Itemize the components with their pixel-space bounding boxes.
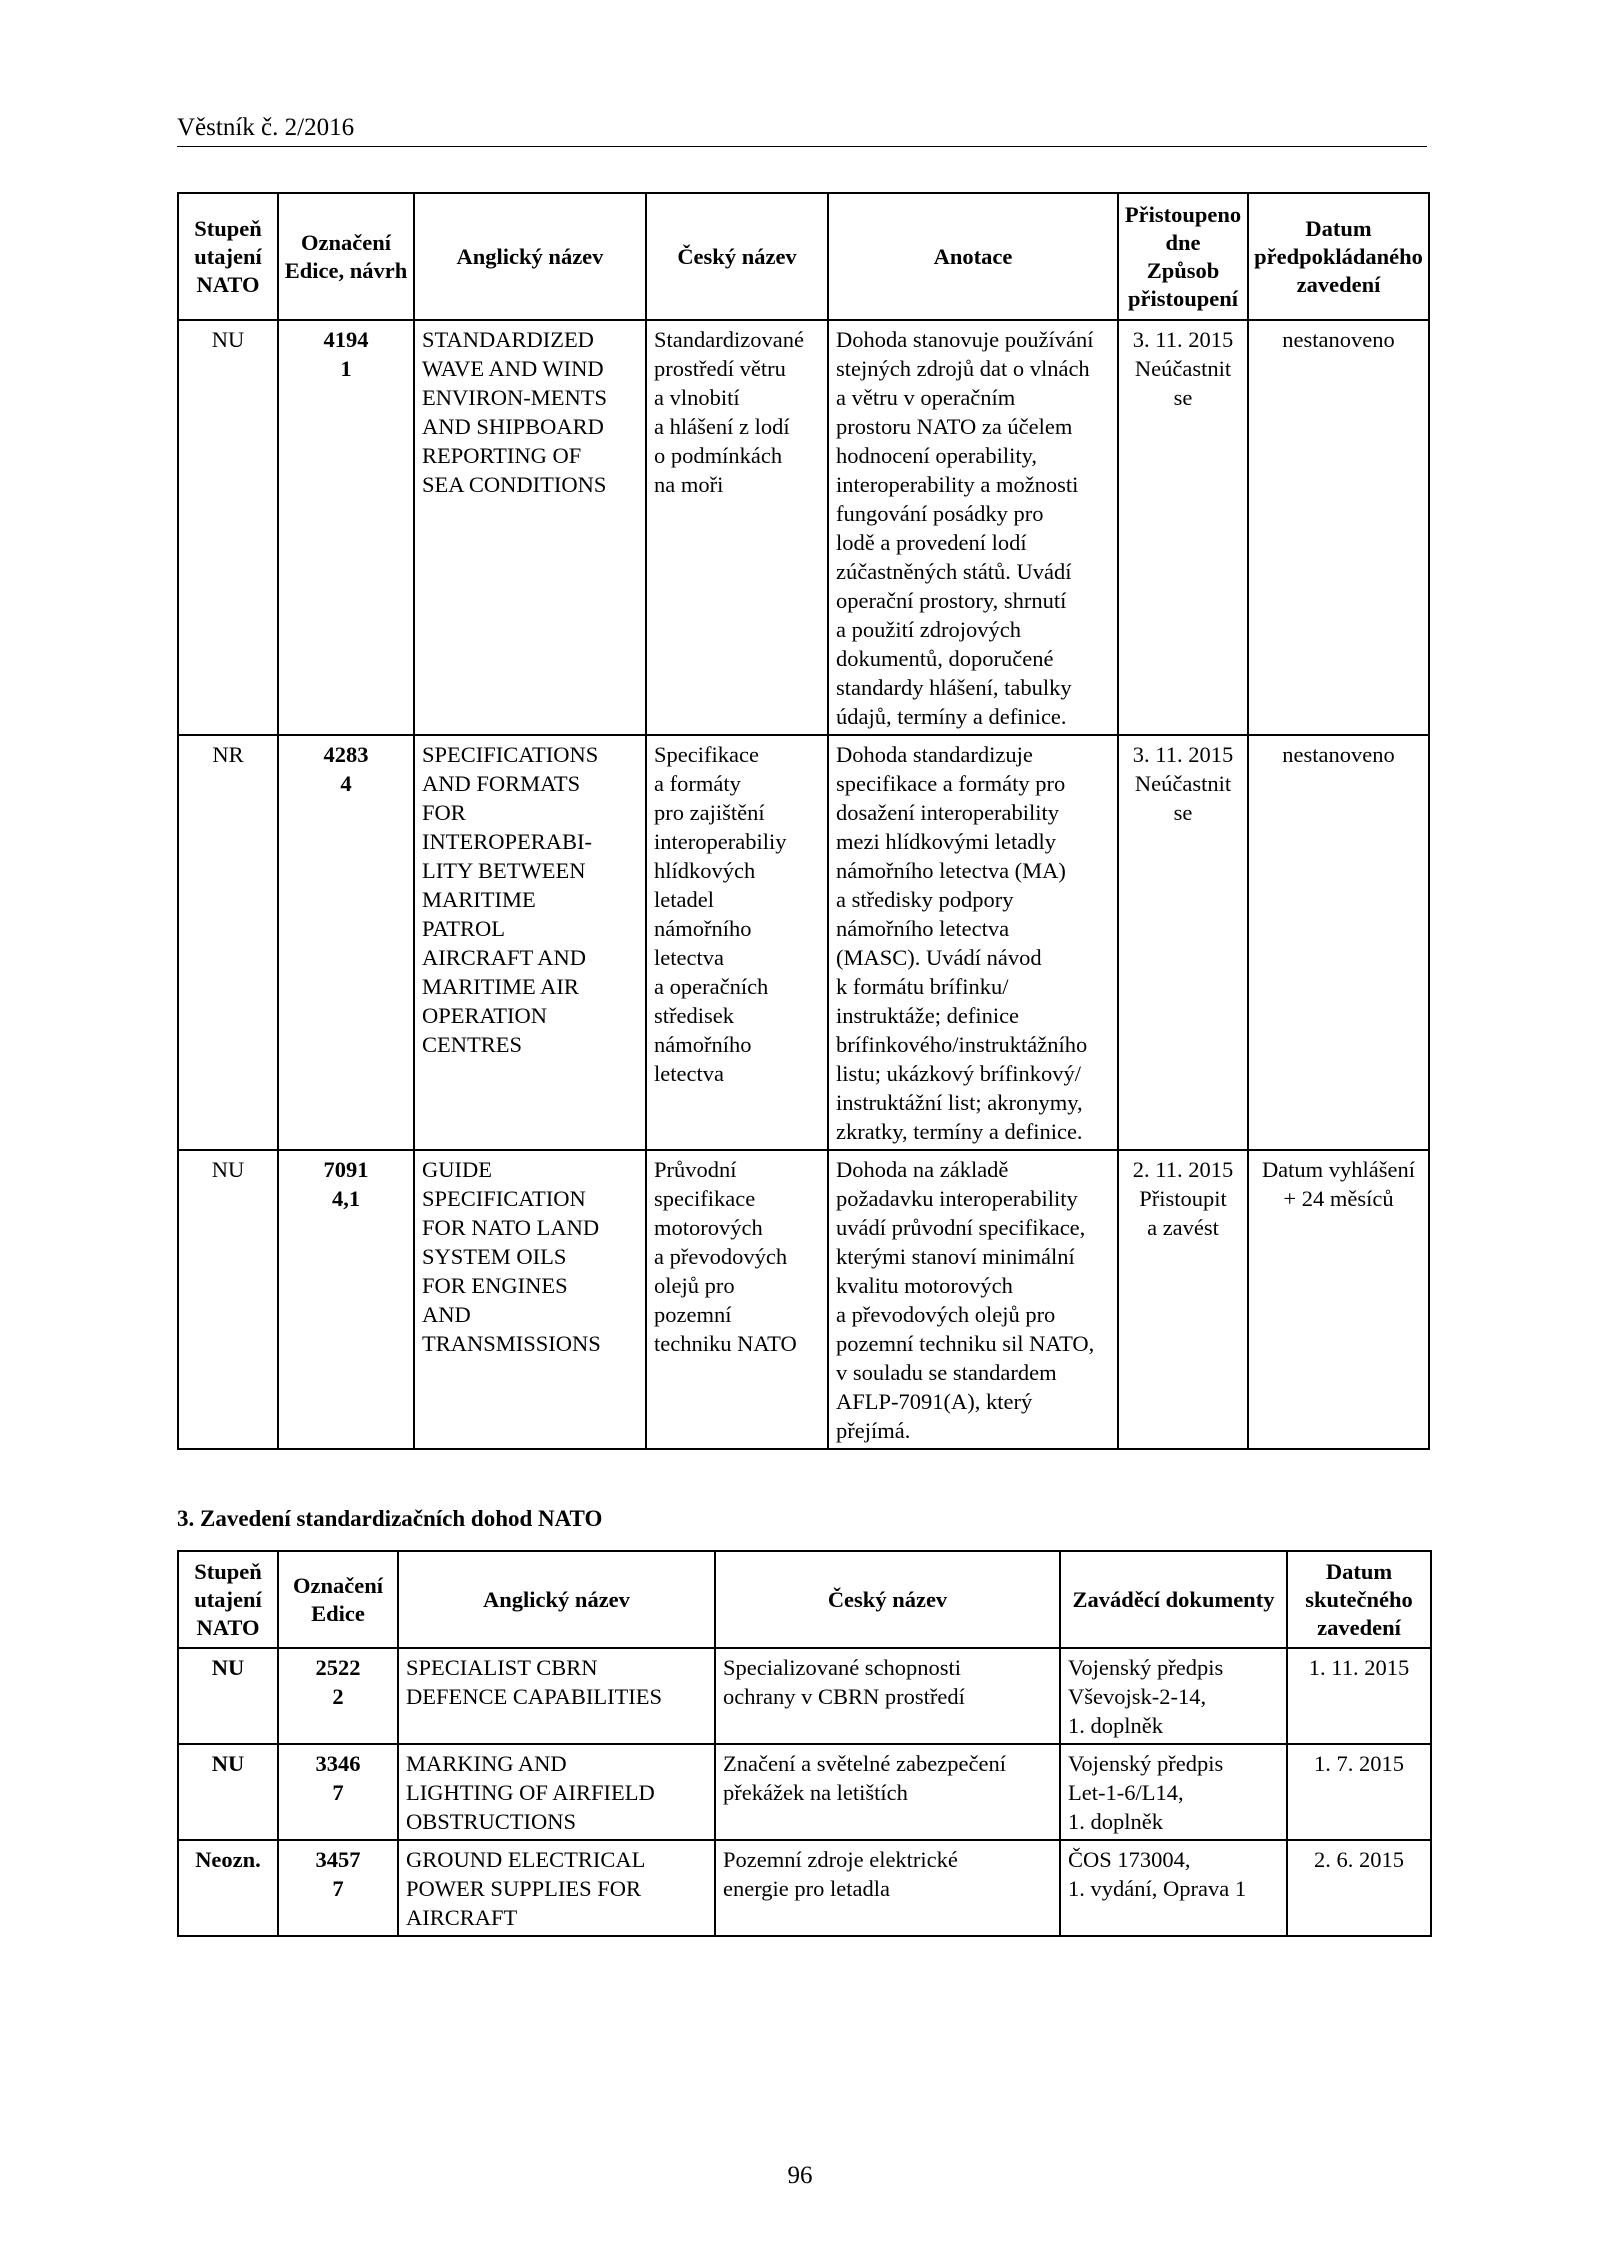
english-name-cell-line: LIGHTING OF AIRFIELD [406,1780,655,1805]
implementing-docs-cell-line: ČOS 173004, [1068,1847,1191,1872]
page-number: 96 [787,2162,813,2189]
designation-cell-line: 3346 [315,1751,361,1776]
designation-cell [278,735,414,1150]
annotation-cell-line: (MASC). Uvádí návod [836,945,1042,970]
czech-name-cell-line: letectva [654,1061,724,1086]
column-header-line: Český název [827,1586,948,1612]
table-row [178,1150,1429,1449]
english-name-cell [414,1150,646,1449]
annotation-cell-line: Dohoda na základě [836,1157,1009,1182]
column-header-line: předpokládaného [1254,243,1423,269]
designation-cell-line: 4283 [323,742,369,767]
column-header-line: Český název [677,243,797,269]
czech-name-cell-line: pozemní [654,1302,732,1327]
english-name-cell-line: SPECIFICATIONS [422,742,599,767]
column-header-line: Datum [1305,215,1372,241]
annotation-cell-line: požadavku interoperability [836,1186,1078,1211]
column-header-line: Anglický název [456,243,604,269]
annotation-cell-line: údajů, termíny a definice. [836,704,1067,729]
czech-name-cell-line: o podmínkách [654,443,783,468]
english-name-cell-line: WAVE AND WIND [422,356,604,381]
czech-name-cell-line: a převodových [654,1244,788,1269]
annotation-cell-line: námořního letectva (MA) [836,858,1066,883]
annotation-cell-line: brífinkového/instruktážního [836,1032,1088,1057]
czech-name-cell-line: a formáty [654,771,741,796]
czech-name-cell-line: na moři [654,472,724,497]
czech-name-cell-line: ochrany v CBRN prostředí [723,1684,965,1709]
english-name-cell-line: MARKING AND [406,1751,567,1776]
czech-name-cell [715,1744,1060,1840]
english-name-cell-line: SPECIFICATION [422,1186,586,1211]
czech-name-cell-line: motorových [654,1215,763,1240]
annotation-cell-line: kvalitu motorových [836,1273,1013,1298]
stanag-table-implementation [177,1550,1432,1937]
accession-cell [1118,320,1248,735]
annotation-cell-line: interoperability a možnosti [836,472,1079,497]
implementing-docs-cell [1060,1648,1287,1744]
column-header-line: Označení [293,1572,383,1598]
column-header-line: NATO [196,1614,260,1640]
column-header-line: zavedení [1317,1614,1401,1640]
english-name-cell-line: TRANSMISSIONS [422,1331,601,1356]
annotation-cell-line: instruktáže; definice [836,1003,1020,1028]
annotation-cell-line: uvádí průvodní specifikace, [836,1215,1086,1240]
english-name-cell-line: AIRCRAFT AND [422,945,586,970]
column-header-line: Označení [301,229,391,255]
annotation-cell-line: dokumentů, doporučené [836,646,1054,671]
column-header [178,1551,278,1648]
annotation-cell-line: instruktážní list; akronymy, [836,1090,1083,1115]
english-name-cell-line: FOR NATO LAND [422,1215,600,1240]
czech-name-cell-line: a vlnobití [654,385,740,410]
english-name-cell-line: MARITIME [422,887,536,912]
implementing-docs-cell-line: Vojenský předpis [1068,1751,1224,1776]
english-name-cell-line: DEFENCE CAPABILITIES [406,1684,663,1709]
annotation-cell-line: a použití zdrojových [836,617,1021,642]
czech-name-cell-line: Standardizované [654,327,804,352]
column-header-line: Datum [1325,1558,1393,1584]
annotation-cell [828,735,1118,1150]
implementing-docs-cell-line: 1. vydání, Oprava 1 [1068,1876,1247,1901]
expected-date-cell-line: + 24 měsíců [1283,1186,1394,1211]
stanag-table-accession [177,192,1430,1450]
accession-cell-line: 3. 11. 2015 [1132,742,1234,767]
accession-cell-line: 2. 11. 2015 [1132,1157,1234,1182]
english-name-cell-line: OBSTRUCTIONS [406,1809,577,1834]
column-header [398,1551,715,1648]
annotation-cell [828,320,1118,735]
table-row [178,320,1429,735]
column-header [1060,1551,1287,1648]
czech-name-cell-line: středisek [654,1003,734,1028]
czech-name-cell-line: energie pro letadla [723,1876,891,1901]
accession-cell-line: Neúčastnit [1134,771,1232,796]
implementing-docs-cell-line: Vojenský předpis [1068,1655,1224,1680]
designation-cell-line: 4,1 [331,1186,361,1211]
expected-date-cell [1248,735,1429,1150]
expected-date-cell-line: Datum vyhlášení [1261,1157,1416,1182]
table-row [178,735,1429,1150]
column-header [828,193,1118,320]
english-name-cell-line: OPERATION [422,1003,548,1028]
section-heading: 3. Zavedení standardizačních dohod NATO [177,1506,603,1531]
designation-cell-line: 7 [332,1780,344,1805]
czech-name-cell-line: interoperabiliy [654,829,787,854]
actual-date-cell: 1. 7. 2015 [1287,1744,1431,1840]
running-header [177,108,1427,147]
english-name-cell-line: INTEROPERABI- [422,829,592,854]
column-header-line: utajení [194,1586,262,1612]
english-name-cell-line: SEA CONDITIONS [422,472,607,497]
annotation-cell-line: zúčastněných států. Uvádí [836,559,1072,584]
classification-cell: NR [178,735,278,1150]
classification-cell: NU [178,320,278,735]
czech-name-cell-line: techniku NATO [654,1331,797,1356]
annotation-cell-line: a převodových olejů pro [836,1302,1056,1327]
english-name-cell [398,1648,715,1744]
czech-name-cell-line: specifikace [654,1186,756,1211]
designation-cell-line: 2522 [315,1655,361,1680]
english-name-cell-line: FOR [422,800,466,825]
annotation-cell-line: listu; ukázkový brífinkový/ [836,1061,1081,1086]
implementing-docs-cell-line: 1. doplněk [1068,1713,1163,1738]
czech-name-cell [715,1840,1060,1936]
english-name-cell-line: GROUND ELECTRICAL [406,1847,646,1872]
czech-name-cell [715,1648,1060,1744]
column-header-line: Přistoupeno [1124,201,1242,227]
annotation-cell-line: pozemní techniku sil NATO, [836,1331,1095,1356]
actual-date-cell: 1. 11. 2015 [1287,1648,1431,1744]
annotation-cell-line: prostoru NATO za účelem [836,414,1073,439]
accession-cell-line: a zavést [1147,1215,1219,1240]
expected-date-cell-line: nestanoveno [1282,327,1395,352]
annotation-cell-line: hodnocení operability, [836,443,1037,468]
annotation-cell-line: Dohoda stanovuje používání [836,327,1094,352]
english-name-cell-line: SYSTEM OILS [422,1244,567,1269]
czech-name-cell-line: Značení a světelné zabezpečení [723,1751,1006,1776]
english-name-cell [398,1744,715,1840]
designation-cell-line: 7091 [323,1157,369,1182]
accession-cell-line: se [1173,385,1193,410]
actual-date-cell: 2. 6. 2015 [1287,1840,1431,1936]
designation-cell [278,1648,398,1744]
czech-name-cell-line: olejů pro [654,1273,735,1298]
designation-cell-line: 7 [332,1876,344,1901]
column-header-line: Způsob [1146,257,1220,283]
header-title: Věstník č. 2/2016 [177,114,355,141]
table-row [178,1648,1431,1744]
annotation-cell-line: k formátu brífinku/ [836,974,1009,999]
column-header-line: skutečného [1305,1586,1413,1612]
annotation-cell-line: standardy hlášení, tabulky [836,675,1072,700]
classification-cell: NU [178,1648,278,1744]
accession-cell-line: se [1173,800,1193,825]
column-header-line: Anglický název [483,1586,630,1612]
annotation-cell-line: v souladu se standardem [836,1360,1057,1385]
column-header [646,193,828,320]
annotation-cell-line: fungování posádky pro [836,501,1044,526]
implementing-docs-cell [1060,1840,1287,1936]
column-header-line: Stupeň [194,215,262,241]
czech-name-cell-line: námořního [654,1032,752,1057]
implementing-docs-cell-line: Vševojsk-2-14, [1068,1684,1207,1709]
annotation-cell-line: mezi hlídkovými letadly [836,829,1056,854]
annotation-cell-line: stejných zdrojů dat o vlnách [836,356,1090,381]
czech-name-cell-line: letectva [654,945,724,970]
czech-name-cell [646,735,828,1150]
designation-cell [278,1744,398,1840]
english-name-cell-line: PATROL [422,916,505,941]
czech-name-cell-line: Pozemní zdroje elektrické [723,1847,958,1872]
accession-cell-line: 3. 11. 2015 [1132,327,1234,352]
accession-cell-line: Neúčastnit [1134,356,1232,381]
english-name-cell-line: REPORTING OF [422,443,582,468]
annotation-cell-line: a středisky podpory [836,887,1014,912]
classification-cell: NU [178,1150,278,1449]
column-header [278,193,414,320]
czech-name-cell-line: hlídkových [654,858,756,883]
expected-date-cell [1248,1150,1429,1449]
designation-cell-line: 4194 [323,327,369,352]
annotation-cell-line: Dohoda standardizuje [836,742,1033,767]
english-name-cell-line: AND SHIPBOARD [422,414,604,439]
annotation-cell-line: specifikace a formáty pro [836,771,1066,796]
accession-cell-line: Přistoupit [1139,1186,1227,1211]
classification-cell: Neozn. [178,1840,278,1936]
column-header [178,193,278,320]
column-header [1118,193,1248,320]
annotation-cell-line: a větru v operačním [836,385,1016,410]
english-name-cell-line: STANDARDIZED [422,327,594,352]
english-name-cell-line: ENVIRON-MENTS [422,385,607,410]
column-header-line: NATO [196,271,260,297]
english-name-cell [414,735,646,1150]
english-name-cell-line: AND FORMATS [422,771,581,796]
accession-cell [1118,735,1248,1150]
english-name-cell-line: CENTRES [422,1032,523,1057]
column-header-line: přistoupení [1127,285,1239,311]
czech-name-cell-line: letadel [654,887,714,912]
czech-name-cell-line: námořního [654,916,752,941]
table-row [178,1840,1431,1936]
table2-header-row [178,1551,1431,1648]
designation-cell-line: 2 [332,1684,344,1709]
column-header [1287,1551,1431,1648]
implementing-docs-cell [1060,1744,1287,1840]
english-name-cell-line: POWER SUPPLIES FOR [406,1876,642,1901]
annotation-cell-line: AFLP-7091(A), který [836,1389,1033,1414]
implementing-docs-cell-line: 1. doplněk [1068,1809,1163,1834]
annotation-cell [828,1150,1118,1449]
column-header-line: Stupeň [194,1558,262,1584]
czech-name-cell-line: překážek na letištích [723,1780,908,1805]
column-header-line: utajení [194,243,262,269]
english-name-cell-line: FOR ENGINES [422,1273,568,1298]
czech-name-cell-line: Průvodní [654,1157,737,1182]
column-header [278,1551,398,1648]
english-name-cell-line: SPECIALIST CBRN [406,1655,598,1680]
column-header-line: zavedení [1296,271,1381,297]
annotation-cell-line: kterými stanoví minimální [836,1244,1075,1269]
annotation-cell-line: operační prostory, shrnutí [836,588,1067,613]
annotation-cell-line: dosažení interoperability [836,800,1060,825]
annotation-cell-line: námořního letectva [836,916,1010,941]
designation-cell [278,320,414,735]
annotation-cell-line: zkratky, termíny a definice. [836,1119,1083,1144]
expected-date-cell-line: nestanoveno [1282,742,1395,767]
english-name-cell [414,320,646,735]
czech-name-cell-line: a operačních [654,974,769,999]
english-name-cell-line: GUIDE [422,1157,492,1182]
designation-cell [278,1840,398,1936]
annotation-cell-line: lodě a provedení lodí [836,530,1027,555]
column-header-line: Edice [311,1600,365,1626]
expected-date-cell [1248,320,1429,735]
classification-cell: NU [178,1744,278,1840]
english-name-cell-line: AIRCRAFT [406,1905,518,1930]
english-name-cell-line: MARITIME AIR [422,974,579,999]
column-header-line: dne [1165,229,1201,255]
czech-name-cell [646,320,828,735]
column-header-line: Edice, návrh [284,257,408,283]
column-header-line: Anotace [933,243,1013,269]
english-name-cell-line: AND [422,1302,471,1327]
czech-name-cell-line: Specializované schopnosti [723,1655,962,1680]
english-name-cell-line: LITY BETWEEN [422,858,586,883]
designation-cell-line: 1 [340,356,352,381]
column-header [414,193,646,320]
designation-cell-line: 3457 [315,1847,361,1872]
czech-name-cell-line: Specifikace [654,742,759,767]
czech-name-cell-line: prostředí větru [654,356,786,381]
czech-name-cell-line: pro zajištění [654,800,765,825]
column-header-line: Zaváděcí dokumenty [1072,1586,1275,1612]
implementing-docs-cell-line: Let-1-6/L14, [1068,1780,1184,1805]
designation-cell [278,1150,414,1449]
table-row [178,1744,1431,1840]
english-name-cell [398,1840,715,1936]
annotation-cell-line: přejímá. [836,1418,911,1443]
table1-header-row [178,193,1429,320]
accession-cell [1118,1150,1248,1449]
designation-cell-line: 4 [340,771,352,796]
column-header [1248,193,1429,320]
column-header [715,1551,1060,1648]
czech-name-cell [646,1150,828,1449]
czech-name-cell-line: a hlášení z lodí [654,414,790,439]
